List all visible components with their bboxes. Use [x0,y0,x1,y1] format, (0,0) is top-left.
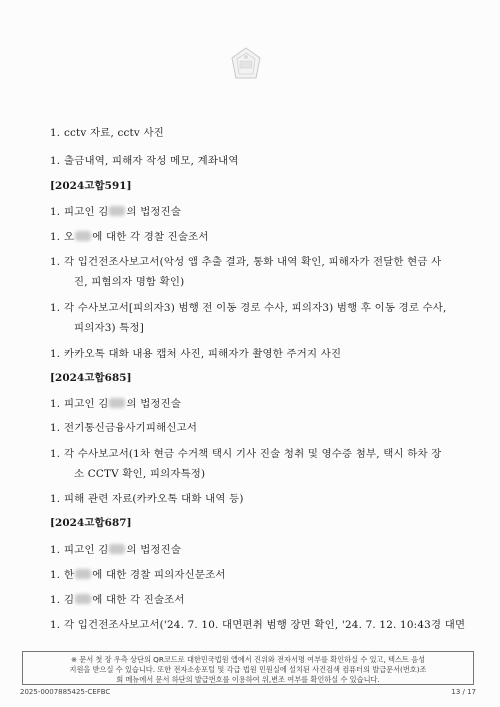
notice-line: ※ 문서 첫 장 우측 상단의 QR코드로 대한민국법원 앱에서 진위와 전자서명 여부를 확인하실 수 있고, 텍스트 음성 [70,655,426,664]
list-item: 1. 피고인 김 의 법정진술 [50,398,182,410]
list-item-continued: 피의자3) 특정] [74,322,145,334]
list-item: 1. 각 입건전조사보고서(악성 앱 추출 결과, 통화 내역 확인, 피해자가 전달한 현금 사 [50,256,442,268]
document-issue-number: 2025-0007885425-CEFBC [20,688,111,696]
list-item: 1. 한 에 대한 경찰 피의자신문조서 [50,569,226,581]
list-item: 1. 카카오톡 대화 내용 캡처 사진, 피해자가 촬영한 주거지 사진 [50,348,342,360]
list-item: 1. 오 에 대한 각 경찰 진술조서 [50,231,209,243]
list-item: 1. 김 에 대한 각 진술조서 [50,594,185,606]
redacted-name [75,594,91,604]
list-item: 1. 피고인 김 의 법정진술 [50,206,182,218]
list-item: 1. 각 입건전조사보고서('24. 7. 10. 대면편취 범행 장면 확인, '24. 7. 12. 10:43경 대면 [50,619,466,631]
list-item: 1. 출금내역, 피해자 작성 메모, 계좌내역 [50,155,239,167]
list-item: 1. 전기통신금융사기피해신고서 [50,422,198,434]
list-item: 1. 피해 관련 자료(카카오톡 대화 내역 등) [50,493,244,505]
court-seal-icon [228,46,264,82]
case-heading: [2024고합591] [50,180,132,192]
redacted-name [109,544,125,554]
redacted-name [109,398,125,408]
redacted-name [109,206,125,216]
page-number: 13 / 17 [451,688,476,696]
list-item: 1. cctv 자료, cctv 사진 [50,127,164,139]
list-item: 1. 각 수사보고서[피의자3) 범행 전 이동 경로 수사, 피의자3) 범행 후 이동 경로 수사, [50,302,447,314]
redacted-name [75,231,91,241]
notice-line: 지원을 받으실 수 있습니다. 또한 전자소송포털 및 각급 법원 민원실에 설치된 사건검색 컴퓨터의 발급문서(번호)조 [69,665,427,674]
list-item: 1. 피고인 김 의 법정진술 [50,544,182,556]
case-heading: [2024고합687] [50,517,132,529]
redacted-name [75,569,91,579]
list-item-continued: 소 CCTV 확인, 피의자특정) [74,468,206,480]
notice-line: 회 메뉴에서 문서 하단의 발급번호를 이용하여 위,변조 여부를 확인하실 수 있습니다. [116,675,380,684]
list-item: 1. 각 수사보고서(1차 현금 수거책 택시 기사 진술 청취 및 영수증 첨부, 택시 하차 장 [50,448,442,460]
case-heading: [2024고합685] [50,372,132,384]
verification-notice [22,651,474,685]
list-item-continued: 진, 피혐의자 명함 확인) [74,276,185,288]
